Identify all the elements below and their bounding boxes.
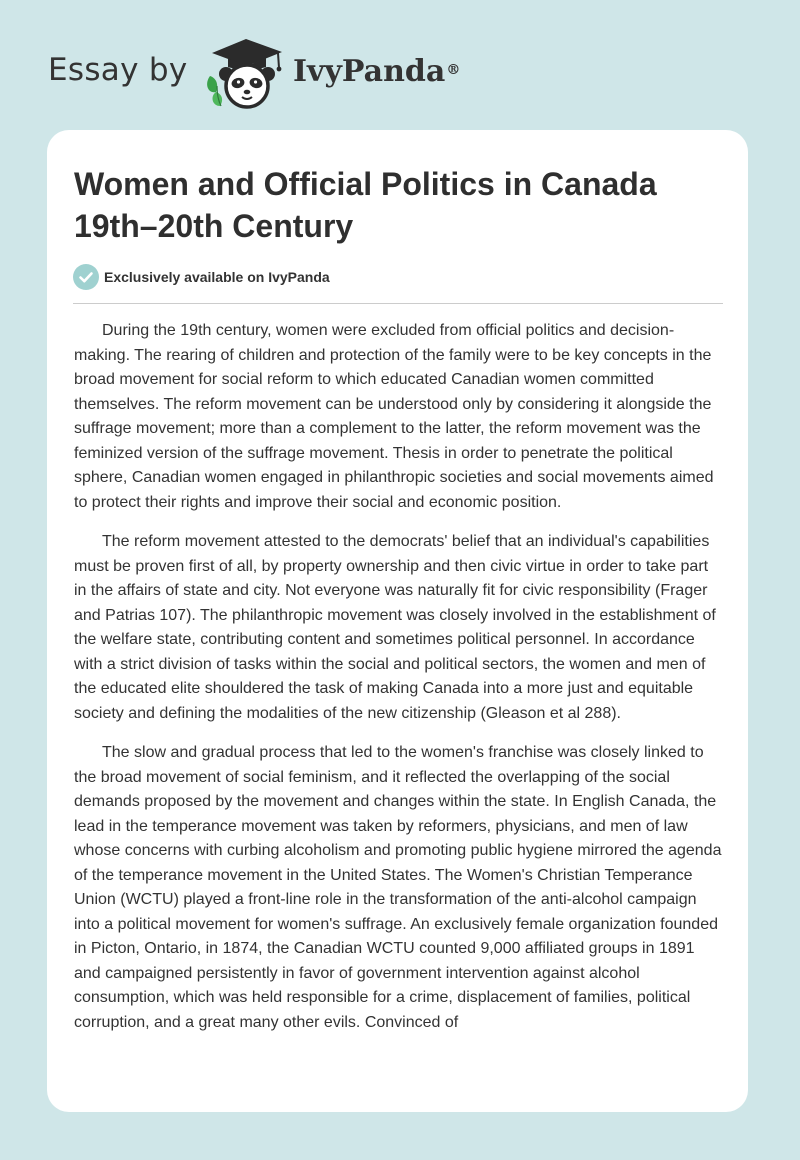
paragraph: During the 19th century, women were excluded from official politics and decision-making. The rearing of children and protection of the family were to be key concepts in the broad movement for social reform to which educated Canadian women committed themselves. The reform movement can be understood only by considering it alongside the suffrage movement; more than a complement to the latter, the reform movement was the feminized version of the suffrage movement. Thesis in order to penetrate the political sphere, Canadian women engaged in philanthropic societies and social movements aimed to protect their rights and improve their social and economic position. — [74, 322, 714, 511]
checkmark-icon — [73, 264, 99, 290]
registered-mark: ® — [446, 62, 461, 78]
exclusive-badge-label: Exclusively available on IvyPanda — [104, 269, 330, 285]
site-header — [0, 0, 800, 130]
page-title: Women and Official Politics in Canada 19th–20th Century — [74, 166, 657, 244]
essay-body — [74, 319, 724, 1050]
brand-name — [293, 52, 460, 92]
exclusive-badge — [73, 263, 330, 291]
ivypanda-logo-icon[interactable] — [200, 36, 292, 110]
essay-card — [47, 130, 748, 1112]
paragraph: The reform movement attested to the democrats' belief that an individual's capabilities must be proven first of all, by property ownership and then civic virtue in order to take part in the affairs of state and city. Not everyone was naturally fit for civic responsibility (Frager and Patrias 107). The philanthropic movement was closely involved in the establishment of the welfare state, contributing content and sometimes political personnel. In accordance with a strict division of tasks within the social and political sectors, the women and men of the educated elite shouldered the task of making Canada into a more just and equitable society and defining the modalities of the new citizenship (Gleason et al 288). — [74, 533, 716, 722]
essay-by-label: Essay by — [48, 52, 188, 88]
divider — [73, 303, 723, 304]
paragraph: The slow and gradual process that led to the women's franchise was closely linked to the broad movement of social feminism, and it reflected the overlapping of the social demands proposed by the movement and changes within the state. In English Canada, the lead in the temperance movement was taken by reformers, physicians, and men of law whose concerns with curbing alcoholism and promoting public hygiene mirrored the agenda of the temperance movement in the United States. The Women's Christian Temperance Union (WCTU) played a front-line role in the transformation of the anti-alcohol campaign into a political movement for women's suffrage. An exclusively female organization founded in Picton, Ontario, in 1874, the Canadian WCTU counted 9,000 affiliated groups in 1891 and campaigned persistently in favor of government intervention against alcohol consumption, which was held responsible for a crime, displacement of families, political corruption, and a great many other evils. Convinced of — [74, 744, 722, 1031]
brand-name-text: IvyPanda — [293, 54, 446, 89]
